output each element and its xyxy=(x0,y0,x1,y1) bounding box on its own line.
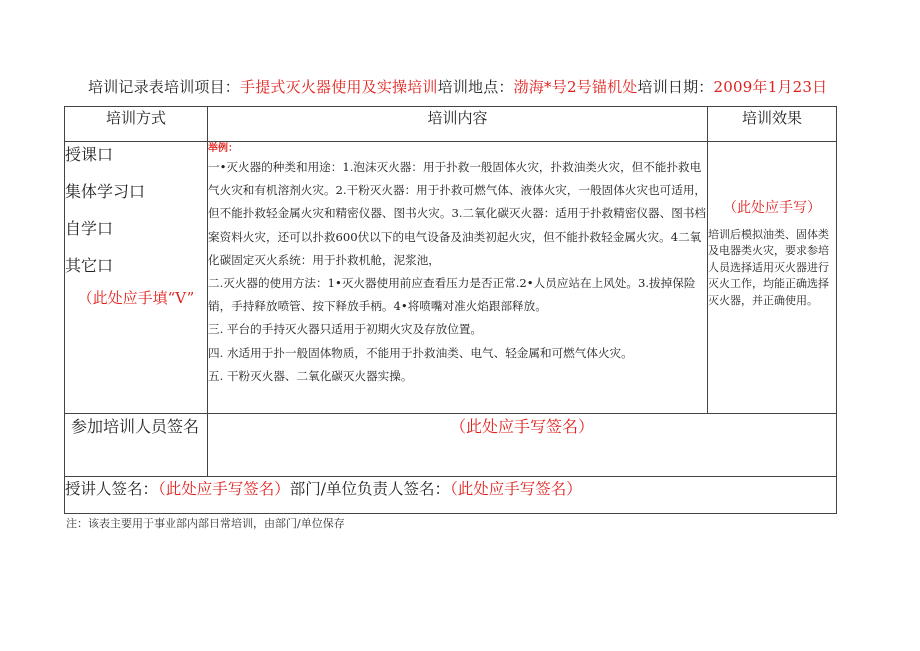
lecturer-row xyxy=(65,477,837,514)
content-section-5: 五. 干粉灭火器、二氧化碳灭火器实操。 xyxy=(208,368,413,383)
method-option-other[interactable]: 其它口 xyxy=(65,256,114,275)
attendee-signature-field[interactable]: （此处应手写签名） xyxy=(208,414,837,477)
lecturer-signature-field[interactable]: （此处应手写签名） xyxy=(158,480,290,498)
location-label: 培训地点： xyxy=(437,78,514,96)
method-option-lecture[interactable]: 授课口 xyxy=(65,145,114,164)
content-cell xyxy=(208,142,708,414)
effect-text: 培训后模拟油类、固体类及电器类火灾，要求参培人员选择适用灭火器进行灭火工作，均能正确选择灭火器，并正确使用。 xyxy=(708,227,829,307)
attendee-signature-label: 参加培训人员签名 xyxy=(65,414,208,477)
lecturer-signature-label: 授讲人签名： xyxy=(65,480,159,498)
form-title-line xyxy=(88,76,848,97)
date-label: 培训日期： xyxy=(637,78,714,96)
training-location: 渤海*号2号锚机处 xyxy=(513,78,638,96)
dept-signature-field[interactable]: （此处应手写签名） xyxy=(450,480,582,498)
content-section-4: 四. 水适用于扑一般固体物质，不能用于扑救油类、电气、轻金属和可燃气体火灾。 xyxy=(208,345,633,360)
header-effect: 培训效果 xyxy=(708,107,837,142)
content-section-2: 二.灭火器的使用方法：1•灭火器使用前应查看压力是否正常.2•人员应站在上风处。3.拔掉保险销，手持释放喷管、按下释放手柄。4•将喷嘴对准火焰跟部释放。 xyxy=(208,276,696,314)
example-label: 举例： xyxy=(208,143,238,154)
header-content: 培训内容 xyxy=(208,107,708,142)
method-option-self[interactable]: 自学口 xyxy=(65,219,114,238)
method-option-group[interactable]: 集体学习口 xyxy=(65,182,146,201)
method-handwrite-note: （此处应手填“V” xyxy=(77,289,195,307)
content-section-3: 三. 平台的手持灭火器只适用于初期火灾及存放位置。 xyxy=(208,322,483,337)
method-cell xyxy=(65,142,208,414)
effect-cell xyxy=(708,142,837,414)
dept-signature-label: 部门/单位负责人签名： xyxy=(289,480,451,498)
footnote: 注：该表主要用于事业部内部日常培训，由部门/单位保存 xyxy=(66,517,345,530)
effect-handwrite-note: （此处应手写） xyxy=(723,200,821,216)
training-record-table xyxy=(64,106,837,514)
training-project: 手提式灭火器使用及实操培训 xyxy=(240,78,438,96)
title-label: 培训记录表培训项目： xyxy=(88,78,241,96)
content-section-1: 一•灭火器的种类和用途：1.泡沫灭火器：用于扑救一般固体火灾，扑救油类火灾，但不能扑救电气火灾和有机溶剂火灾。2.干粉灭火器：用于扑救可燃气体、液体火灾，一般固体火灾也可适用，但不能扑救轻金属火灾和精密仪器、图书火灾。3.二氧化碳灭火器：适用于扑救精密仪器、图书档案资料火灾，还可以扑救600伏以下的电气设备及油类初起火灾，但不能扑救轻金属火灾。4二氧化碳固定灭火系统：用于扑救机舱，泥浆池， xyxy=(208,160,707,267)
header-method: 培训方式 xyxy=(65,107,208,142)
training-date: 2009年1月23日 xyxy=(713,78,828,96)
